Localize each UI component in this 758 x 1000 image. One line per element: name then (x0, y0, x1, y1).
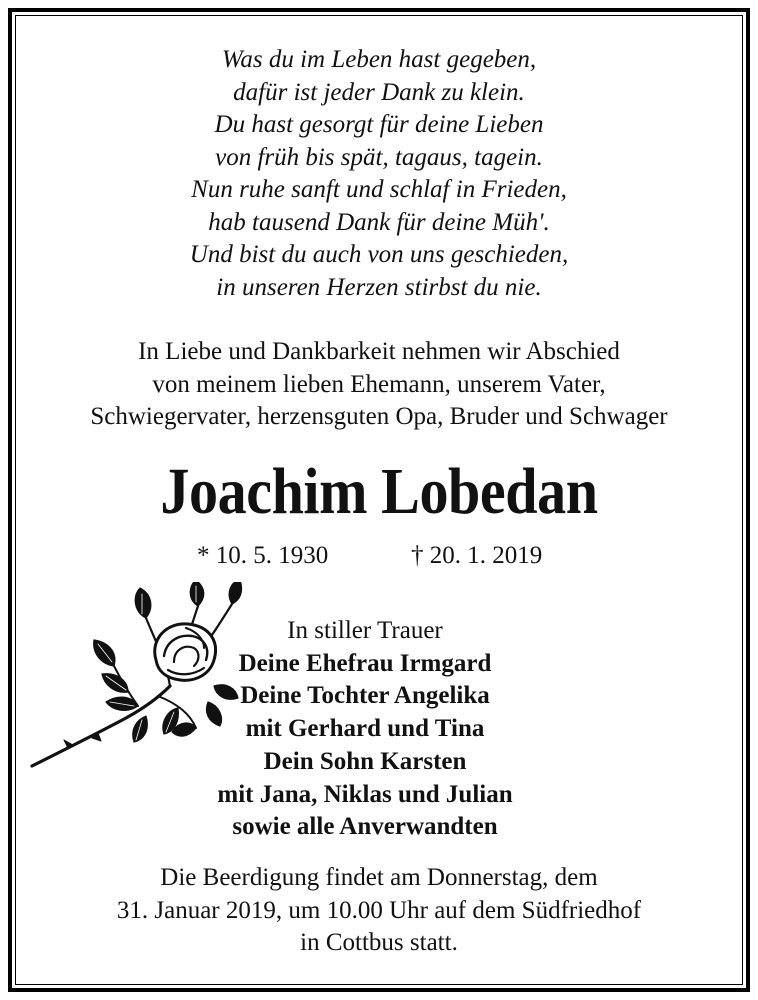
poem-line: Was du im Leben hast gegeben, (221, 46, 537, 73)
intro-line: In Liebe und Dankbarkeit nehmen wir Abschied (138, 338, 620, 365)
mourner-line: Deine Tochter Angelika (240, 682, 490, 710)
mourner-line: Dein Sohn Karsten (263, 747, 467, 775)
funeral-line: Die Beerdigung findet am Donnerstag, dem (160, 864, 598, 891)
poem-line: in unseren Herzen stirbst du nie. (216, 273, 542, 301)
mourners-heading: In stiller Trauer (287, 617, 443, 644)
intro-line: Schwiegervater, herzensguten Opa, Bruder und Schwager (90, 403, 668, 430)
funeral-line: in Cottbus statt. (300, 929, 458, 956)
poem-line: dafür ist jeder Dank zu klein. (233, 78, 525, 106)
funeral-notice (0, 862, 758, 960)
deceased-name: Joachim Lobedan (160, 455, 598, 528)
mourner-line: Deine Ehefrau Irmgard (238, 649, 492, 677)
funeral-line: 31. Januar 2019, um 10.00 Uhr auf dem Südfriedhof (116, 896, 642, 924)
poem-line: Du hast gesorgt für deine Lieben (214, 111, 544, 138)
mourner-line: sowie alle Anverwandten (232, 813, 498, 841)
intro-line: von meinem lieben Ehemann, unserem Vater, (152, 370, 606, 398)
poem-line: Nun ruhe sanft und schlaf in Frieden, (191, 176, 567, 203)
poem-line: von früh bis spät, tagaus, tagein. (215, 143, 543, 171)
mourner-line: mit Jana, Niklas und Julian (217, 780, 513, 808)
poem-line: hab tausend Dank für deine Müh'. (208, 208, 550, 236)
mourner-line: mit Gerhard und Tina (245, 715, 485, 743)
poem (0, 44, 758, 304)
death-date: † 20. 1. 2019 (411, 542, 543, 569)
mourners (210, 615, 520, 844)
intro-text (0, 336, 758, 434)
birth-date: * 10. 5. 1930 (197, 542, 329, 569)
poem-line: Und bist du auch von uns geschieden, (189, 241, 569, 268)
